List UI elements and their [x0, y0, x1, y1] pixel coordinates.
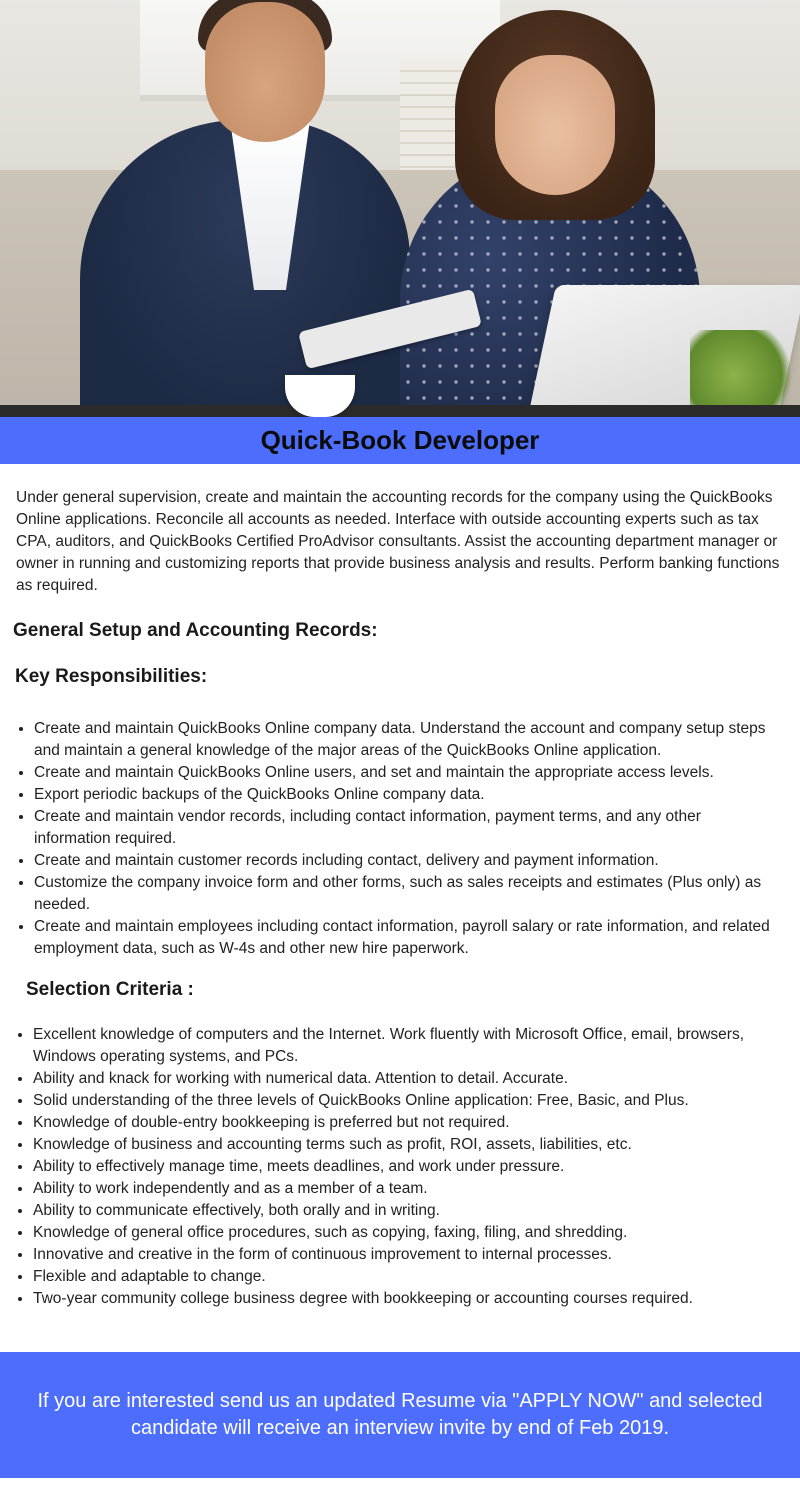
list-item: • Innovative and creative in the form of continuous improvement to internal processes. [33, 1244, 798, 1266]
table-edge [0, 405, 800, 417]
list-item: • Create and maintain QuickBooks Online users, and set and maintain the appropriate access levels. [34, 762, 774, 784]
list-item: • Customize the company invoice form and other forms, such as sales receipts and estimates (Plus only) as needed. [34, 872, 774, 916]
list-item: • Knowledge of general office procedures, such as copying, faxing, filing, and shredding. [33, 1222, 798, 1244]
list-item: • Create and maintain employees including contact information, payroll salary or rate information, and related employment data, such as W-4s and other new hire paperwork. [34, 916, 774, 960]
apply-message: If you are interested send us an updated Resume via "APPLY NOW" and selected candidate will receive an interview invite by end of Feb 2019. [37, 1390, 763, 1439]
responsibilities-list [0, 718, 774, 960]
list-item: • Create and maintain QuickBooks Online company data. Understand the account and company setup steps and maintain a general knowledge of the major areas of the QuickBooks Online application. [34, 718, 774, 762]
title-banner [0, 417, 800, 464]
apply-banner [0, 1352, 800, 1478]
list-item: • Ability to communicate effectively, both orally and in writing. [33, 1200, 798, 1222]
list-item: • Ability to effectively manage time, meets deadlines, and work under pressure. [33, 1156, 798, 1178]
list-item: • Create and maintain customer records including contact, delivery and payment information. [34, 850, 774, 872]
list-item: • Flexible and adaptable to change. [33, 1266, 798, 1288]
setup-heading: General Setup and Accounting Records: [13, 620, 378, 641]
list-item: • Two-year community college business degree with bookkeeping or accounting courses required. [33, 1288, 798, 1310]
responsibilities-heading: Key Responsibilities: [15, 666, 208, 687]
selection-criteria-heading: Selection Criteria : [26, 979, 194, 1000]
plant [690, 330, 800, 417]
list-item: • Knowledge of double-entry bookkeeping is preferred but not required. [33, 1112, 798, 1134]
selection-criteria-list [0, 1024, 798, 1310]
list-item: • Export periodic backups of the QuickBooks Online company data. [34, 784, 774, 806]
man-face [205, 2, 325, 142]
list-item: • Solid understanding of the three levels of QuickBooks Online application: Free, Basic, and Plus. [33, 1090, 798, 1112]
list-item: • Ability and knack for working with numerical data. Attention to detail. Accurate. [33, 1068, 798, 1090]
woman-face [495, 55, 615, 195]
list-item: • Ability to work independently and as a member of a team. [33, 1178, 798, 1200]
list-item: • Knowledge of business and accounting terms such as profit, ROI, assets, liabilities, etc. [33, 1134, 798, 1156]
page-title: Quick-Book Developer [260, 425, 540, 455]
job-summary: Under general supervision, create and maintain the accounting records for the company using the QuickBooks Online applications. Reconcile all accounts as needed. Interface with outside accounting experts such as tax CPA, auditors, and QuickBooks Certified ProAdvisor consultants. Assist the accounting department manager or owner in running and customizing reports that provide business analysis and results. Perform banking functions as required. [16, 489, 780, 594]
list-item: • Create and maintain vendor records, including contact information, payment terms, and any other information required. [34, 806, 774, 850]
list-item: • Excellent knowledge of computers and the Internet. Work fluently with Microsoft Office, email, browsers, Windows operating systems, and PCs. [33, 1024, 798, 1068]
hero-photo [0, 0, 800, 417]
